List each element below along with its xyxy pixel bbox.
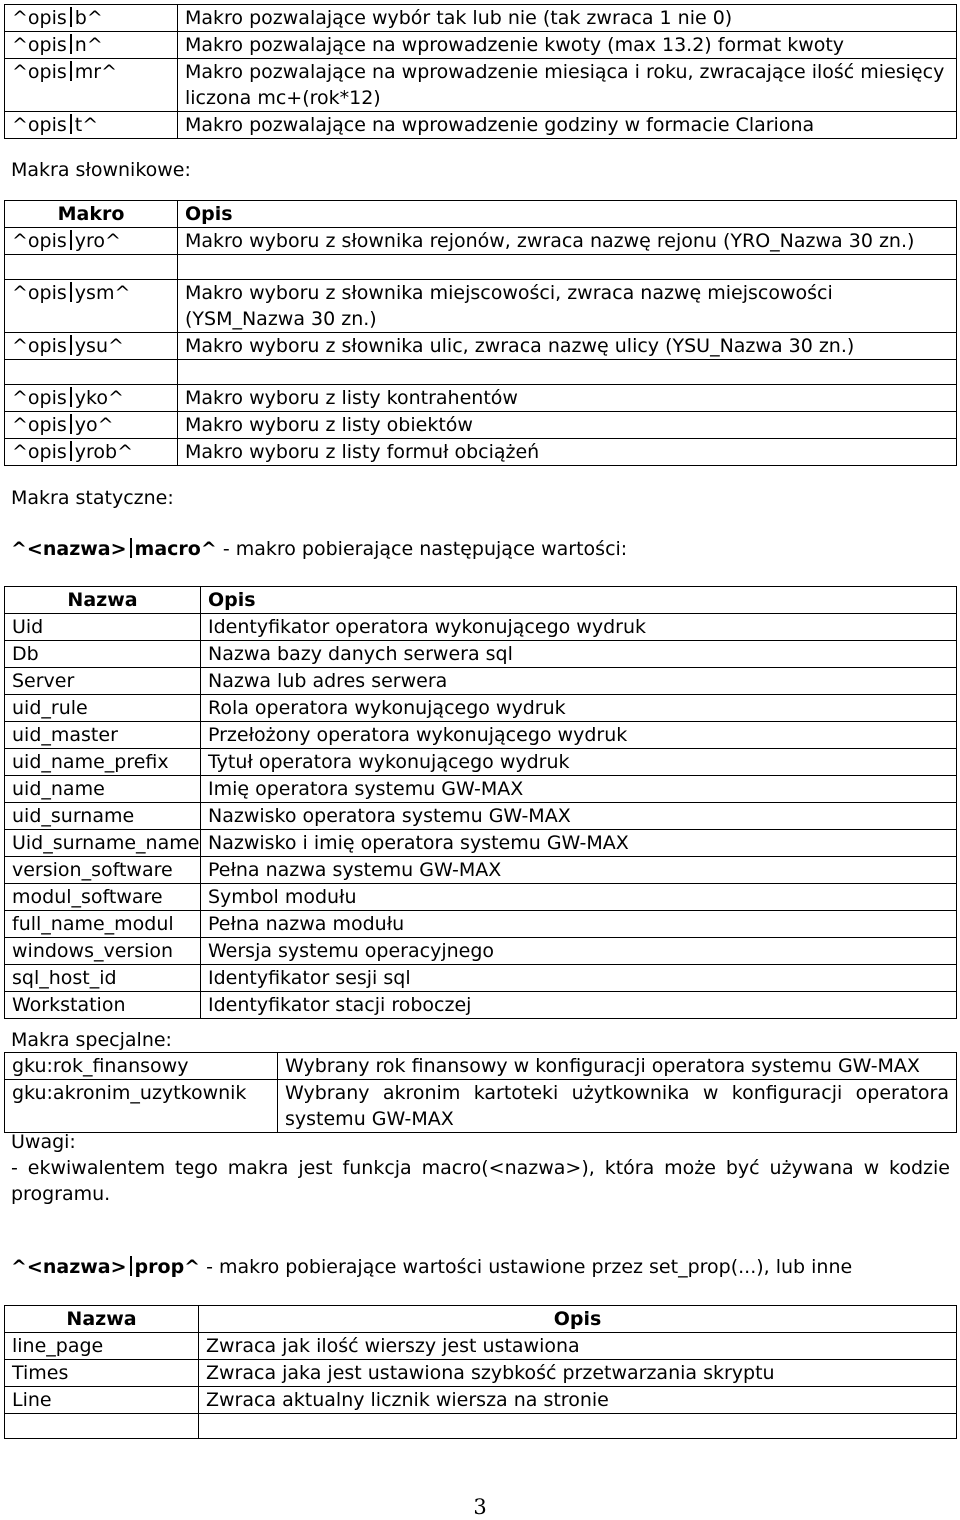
name-cell: line_page (5, 1333, 199, 1360)
macro-description-cell: Makro wyboru z słownika miejscowości, zwraca nazwę miejscowości (YSM_Nazwa 30 zn.) (178, 280, 957, 333)
dict-macro-row (5, 439, 957, 466)
prop-heading-desc: - makro pobierające wartości ustawione przez set_prop(...), lub inne (200, 1256, 853, 1278)
macro-values-table (4, 586, 957, 1019)
macro-description-cell: Makro pozwalające na wprowadzenie miesiąca i roku, zwracające ilość miesięcy liczona mc+(rok*12) (178, 59, 957, 112)
dict-macro-row (5, 228, 957, 255)
macro-suffix: n^ (74, 34, 103, 56)
description-cell: Pełna nazwa modułu (201, 911, 957, 938)
dict-macro-row (5, 385, 957, 412)
macro-suffix: ysu^ (74, 335, 124, 357)
dict-header-makro: Makro (5, 201, 178, 228)
prop-values-table (4, 1305, 957, 1439)
macro-prefix: ^opis (12, 61, 67, 83)
prop-heading-part1: ^<nazwa> (11, 1256, 127, 1278)
macro-name-cell (5, 5, 178, 32)
empty-cell (5, 360, 178, 385)
name-cell: gku:akronim_uzytkownik (5, 1080, 278, 1133)
empty-cell (178, 255, 957, 280)
description-cell: Identyfikator stacji roboczej (201, 992, 957, 1019)
macro-prefix: ^opis (12, 282, 67, 304)
prop-values-table-block (4, 1305, 957, 1439)
description-cell: Zwraca jak ilość wierszy jest ustawiona (199, 1333, 957, 1360)
dict-macro-row (5, 333, 957, 360)
macro-value-row (5, 884, 957, 911)
description-cell: Imię operatora systemu GW-MAX (201, 776, 957, 803)
macro-value-row (5, 857, 957, 884)
macro-value-row (5, 938, 957, 965)
name-cell: Line (5, 1387, 199, 1414)
macro-description-cell: Makro wyboru z słownika rejonów, zwraca nazwę rejonu (YRO_Nazwa 30 zn.) (178, 228, 957, 255)
description-cell: Wybrany rok finansowy w konfiguracji operatora systemu GW-MAX (278, 1053, 957, 1080)
basic-macro-row (5, 32, 957, 59)
macro-value-row (5, 776, 957, 803)
macro-prefix: ^opis (12, 441, 67, 463)
vertical-bar-separator (70, 387, 72, 407)
macro-value-row (5, 695, 957, 722)
vertical-bar-separator (70, 282, 72, 302)
macro-description-cell: Makro pozwalające na wprowadzenie godziny w formacie Clariona (178, 112, 957, 139)
vertical-bar-separator (70, 414, 72, 434)
empty-cell (5, 1414, 199, 1439)
macro-description-cell: Makro wyboru z słownika ulic, zwraca nazwę ulicy (YSU_Nazwa 30 zn.) (178, 333, 957, 360)
special-macro-row (5, 1053, 957, 1080)
macro-prefix: ^opis (12, 414, 67, 436)
macro-value-row (5, 992, 957, 1019)
name-cell: windows_version (5, 938, 201, 965)
basic-macros-table-block (4, 4, 957, 139)
macro-name-cell (5, 59, 178, 112)
prop-value-row (5, 1360, 957, 1387)
macro-header-nazwa: Nazwa (5, 587, 201, 614)
special-macros-table (4, 1052, 957, 1133)
vertical-bar-separator (70, 335, 72, 355)
name-cell: modul_software (5, 884, 201, 911)
notes-title: Uwagi: (11, 1131, 76, 1153)
macro-prefix: ^opis (12, 7, 67, 29)
basic-macro-row (5, 112, 957, 139)
name-cell: sql_host_id (5, 965, 201, 992)
macro-value-row (5, 803, 957, 830)
macro-suffix: mr^ (74, 61, 118, 83)
vertical-bar-separator (70, 7, 72, 27)
macro-name-cell (5, 385, 178, 412)
prop-header-row (5, 1306, 957, 1333)
macro-value-row (5, 668, 957, 695)
description-cell: Nazwisko i imię operatora systemu GW-MAX (201, 830, 957, 857)
macro-description-cell: Makro pozwalające na wprowadzenie kwoty (max 13.2) format kwoty (178, 32, 957, 59)
dict-header-opis: Opis (178, 201, 957, 228)
macro-name-cell (5, 112, 178, 139)
empty-cell (178, 360, 957, 385)
macro-heading-desc: - makro pobierające następujące wartości: (216, 538, 628, 560)
description-cell: Zwraca aktualny licznik wiersza na stronie (199, 1387, 957, 1414)
macro-name-cell (5, 280, 178, 333)
empty-cell (5, 255, 178, 280)
description-cell: Wersja systemu operacyjnego (201, 938, 957, 965)
special-macro-row (5, 1080, 957, 1133)
empty-row (5, 255, 957, 280)
prop-value-row (5, 1387, 957, 1414)
name-cell: gku:rok_finansowy (5, 1053, 278, 1080)
vertical-bar-separator (70, 34, 72, 54)
name-cell: uid_rule (5, 695, 201, 722)
macro-values-table-block (4, 586, 957, 1019)
description-cell: Wybrany akronim kartoteki użytkownika w konfiguracji operatora systemu GW-MAX (278, 1080, 957, 1133)
dict-macro-row (5, 412, 957, 439)
macro-name-cell (5, 32, 178, 59)
macro-suffix: yrob^ (74, 441, 134, 463)
name-cell: uid_name_prefix (5, 749, 201, 776)
macro-heading-part2: macro^ (134, 538, 217, 560)
prop-header-opis: Opis (199, 1306, 957, 1333)
name-cell: uid_master (5, 722, 201, 749)
macro-header-opis: Opis (201, 587, 957, 614)
macro-name-cell (5, 333, 178, 360)
notes-text: - ekwiwalentem tego makra jest funkcja macro(<nazwa>), która może być używana w kodzie programu. (11, 1157, 950, 1205)
description-cell: Nazwa bazy danych serwera sql (201, 641, 957, 668)
vertical-bar-separator (70, 230, 72, 250)
macro-prefix: ^opis (12, 230, 67, 252)
macro-prefix: ^opis (12, 387, 67, 409)
macro-heading-part1: ^<nazwa> (11, 538, 127, 560)
vertical-bar-separator (130, 538, 132, 558)
macro-description-cell: Makro wyboru z listy obiektów (178, 412, 957, 439)
empty-row (5, 1414, 957, 1439)
name-cell: uid_name (5, 776, 201, 803)
macro-suffix: yro^ (74, 230, 121, 252)
vertical-bar-separator (70, 441, 72, 461)
basic-macros-table (4, 4, 957, 139)
name-cell: Db (5, 641, 201, 668)
macro-heading (4, 536, 960, 562)
macro-description-cell: Makro wyboru z listy formuł obciążeń (178, 439, 957, 466)
name-cell: Server (5, 668, 201, 695)
macro-suffix: yo^ (74, 414, 114, 436)
dict-macros-table-block (4, 200, 957, 466)
prop-heading-part2: prop^ (134, 1256, 201, 1278)
macro-description-cell: Makro pozwalające wybór tak lub nie (tak zwraca 1 nie 0) (178, 5, 957, 32)
macro-value-row (5, 749, 957, 776)
empty-row (5, 360, 957, 385)
dict-header-row (5, 201, 957, 228)
empty-cell (199, 1414, 957, 1439)
dict-title: Makra słownikowe: (11, 159, 191, 181)
dict-macros-table (4, 200, 957, 466)
macro-description-cell: Makro wyboru z listy kontrahentów (178, 385, 957, 412)
prop-heading (4, 1254, 960, 1280)
macro-value-row (5, 614, 957, 641)
prop-value-row (5, 1333, 957, 1360)
macro-value-row (5, 722, 957, 749)
description-cell: Przełożony operatora wykonującego wydruk (201, 722, 957, 749)
description-cell: Symbol modułu (201, 884, 957, 911)
macro-header-row (5, 587, 957, 614)
vertical-bar-separator (130, 1256, 132, 1276)
basic-macro-row (5, 5, 957, 32)
name-cell: version_software (5, 857, 201, 884)
name-cell: Times (5, 1360, 199, 1387)
dict-macro-row (5, 280, 957, 333)
macro-value-row (5, 641, 957, 668)
macro-name-cell (5, 412, 178, 439)
macro-name-cell (5, 228, 178, 255)
macro-suffix: yko^ (74, 387, 124, 409)
description-cell: Nazwa lub adres serwera (201, 668, 957, 695)
name-cell: full_name_modul (5, 911, 201, 938)
description-cell: Pełna nazwa systemu GW-MAX (201, 857, 957, 884)
macro-value-row (5, 830, 957, 857)
name-cell: Uid_surname_name (5, 830, 201, 857)
name-cell: uid_surname (5, 803, 201, 830)
basic-macro-row (5, 59, 957, 112)
vertical-bar-separator (70, 61, 72, 81)
description-cell: Zwraca jaka jest ustawiona szybkość przetwarzania skryptu (199, 1360, 957, 1387)
description-cell: Identyfikator sesji sql (201, 965, 957, 992)
macro-value-row (5, 911, 957, 938)
description-cell: Tytuł operatora wykonującego wydruk (201, 749, 957, 776)
page-number: 3 (473, 1495, 487, 1519)
vertical-bar-separator (70, 114, 72, 134)
macro-prefix: ^opis (12, 114, 67, 136)
special-macros-table-block (4, 1052, 957, 1133)
static-title: Makra statyczne: (11, 487, 174, 509)
macro-suffix: ysm^ (74, 282, 131, 304)
prop-header-nazwa: Nazwa (5, 1306, 199, 1333)
description-cell: Identyfikator operatora wykonującego wydruk (201, 614, 957, 641)
macro-prefix: ^opis (12, 335, 67, 357)
macro-value-row (5, 965, 957, 992)
name-cell: Workstation (5, 992, 201, 1019)
macro-suffix: t^ (74, 114, 99, 136)
macro-suffix: b^ (74, 7, 103, 29)
special-title: Makra specjalne: (11, 1029, 172, 1051)
macro-prefix: ^opis (12, 34, 67, 56)
name-cell: Uid (5, 614, 201, 641)
description-cell: Rola operatora wykonującego wydruk (201, 695, 957, 722)
macro-name-cell (5, 439, 178, 466)
description-cell: Nazwisko operatora systemu GW-MAX (201, 803, 957, 830)
